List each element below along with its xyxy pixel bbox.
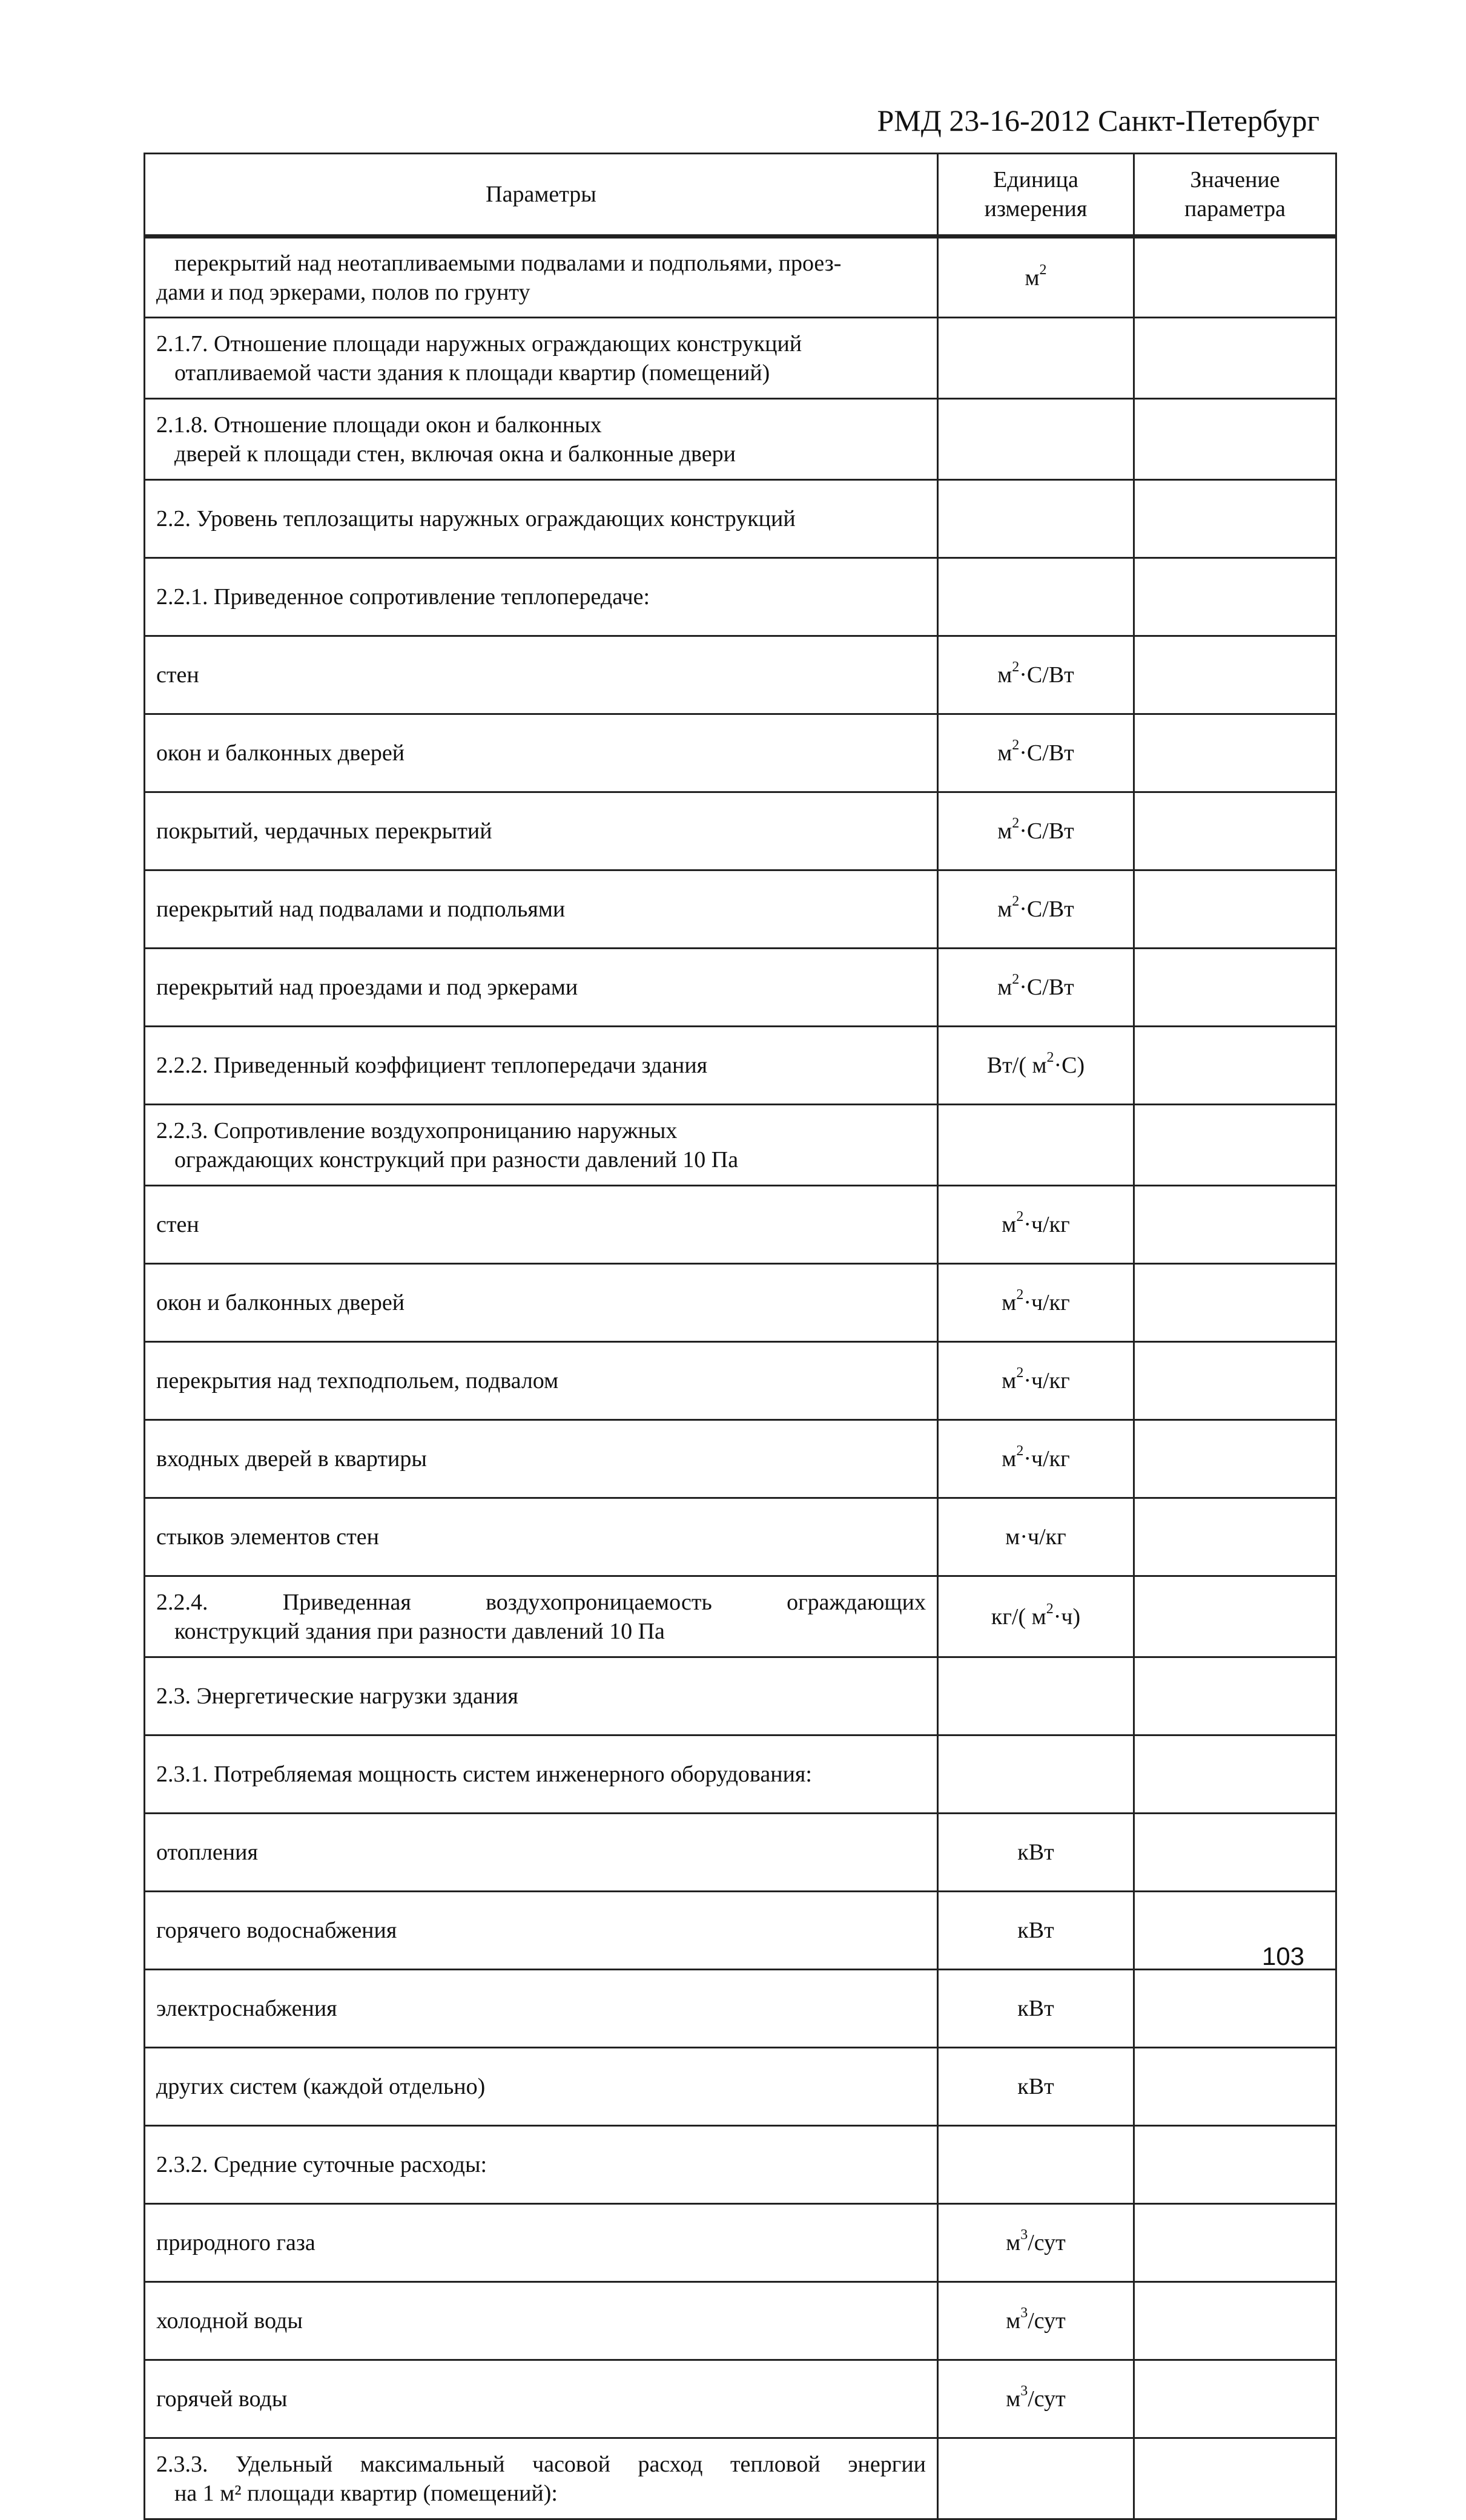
parameter-text-line: перекрытий над неотапливаемыми подвалами и подпольями, проез- <box>174 250 842 276</box>
parameter-text-line: горячей воды <box>156 2386 288 2412</box>
parameter-text-line: 2.3.3. Удельный максимальный часовой расход тепловой энергии <box>156 2451 926 2477</box>
parameter-text-line: перекрытия над техподпольем, подвалом <box>156 1368 559 1393</box>
parameter-cell <box>145 2282 938 2360</box>
parameter-cell <box>145 1420 938 1498</box>
unit-exponent: 2 <box>1046 1050 1054 1066</box>
table-row <box>145 1186 1336 1264</box>
parameter-cell <box>145 2438 938 2519</box>
unit-base: кВт <box>1017 2074 1054 2099</box>
table-row <box>145 558 1336 636</box>
unit-cell <box>938 949 1134 1027</box>
unit-cell <box>938 1342 1134 1420</box>
parameter-text-line: стен <box>156 662 199 688</box>
unit-base: м <box>997 818 1012 844</box>
value-cell[interactable] <box>1134 480 1336 558</box>
parameter-cell <box>145 1814 938 1892</box>
parameter-text-line: 2.2.1. Приведенное сопротивление теплопередаче: <box>156 584 650 610</box>
unit-suffix: /сут <box>1028 2386 1066 2412</box>
value-cell[interactable] <box>1134 1498 1336 1576</box>
parameter-text-line: отапливаемой части здания к площади квартир (помещений) <box>174 360 770 386</box>
unit-suffix: ·ч/кг <box>1023 1290 1070 1315</box>
unit-base: Вт/( м <box>986 1053 1047 1078</box>
table-row <box>145 2360 1336 2438</box>
unit-base: м <box>1025 265 1040 291</box>
table-row <box>145 792 1336 870</box>
unit-cell <box>938 1027 1134 1105</box>
parameter-cell <box>145 318 938 399</box>
value-cell[interactable] <box>1134 558 1336 636</box>
value-cell[interactable] <box>1134 1576 1336 1657</box>
parameter-text-line: горячего водоснабжения <box>156 1918 397 1943</box>
table-row <box>145 1814 1336 1892</box>
parameter-cell <box>145 1264 938 1342</box>
parameter-text-line: стен <box>156 1212 199 1237</box>
unit-exponent: 2 <box>1016 1365 1024 1381</box>
parameter-cell <box>145 792 938 870</box>
parameter-text-line: электроснабжения <box>156 1996 337 2021</box>
table-row <box>145 870 1336 949</box>
page-number: 103 <box>1262 1942 1305 1970</box>
parameter-text-line: стыков элементов стен <box>156 1524 379 1550</box>
table-row <box>145 636 1336 714</box>
unit-cell <box>938 714 1134 792</box>
unit-cell <box>938 792 1134 870</box>
table-row <box>145 480 1336 558</box>
value-cell[interactable] <box>1134 1186 1336 1264</box>
table-row <box>145 949 1336 1027</box>
parameter-text-line: входных дверей в квартиры <box>156 1446 427 1472</box>
table-row <box>145 1027 1336 1105</box>
unit-exponent: 2 <box>1012 737 1020 754</box>
parameter-cell <box>145 480 938 558</box>
table-row <box>145 1892 1336 1970</box>
unit-exponent: 2 <box>1012 893 1020 910</box>
table-header-row <box>145 154 1336 237</box>
unit-base: м·ч/кг <box>1005 1524 1066 1550</box>
parameter-text-line: 2.3.2. Средние суточные расходы: <box>156 2152 487 2177</box>
unit-base: м <box>1002 1290 1017 1315</box>
table-row <box>145 1657 1336 1735</box>
value-cell[interactable] <box>1134 1814 1336 1892</box>
unit-cell <box>938 1970 1134 2048</box>
unit-base: м <box>1006 2308 1021 2334</box>
parameter-cell <box>145 399 938 480</box>
parameter-cell <box>145 1027 938 1105</box>
parameter-text-line: других систем (каждой отдельно) <box>156 2074 486 2099</box>
unit-cell <box>938 870 1134 949</box>
value-cell[interactable] <box>1134 2204 1336 2282</box>
parameter-text-line: дами и под эркерами, полов по грунту <box>156 279 530 305</box>
parameter-cell <box>145 714 938 792</box>
value-cell[interactable] <box>1134 870 1336 949</box>
parameter-cell <box>145 1498 938 1576</box>
unit-cell <box>938 1498 1134 1576</box>
value-cell[interactable] <box>1134 2048 1336 2126</box>
parameter-text-line: окон и балконных дверей <box>156 740 405 766</box>
parameter-cell <box>145 1970 938 2048</box>
unit-base: кВт <box>1017 1918 1054 1943</box>
unit-cell <box>938 237 1134 318</box>
unit-suffix: ·С/Вт <box>1019 740 1074 766</box>
parameter-text-line: холодной воды <box>156 2308 303 2334</box>
unit-exponent: 2 <box>1012 972 1020 988</box>
unit-cell <box>938 1735 1134 1814</box>
parameter-cell <box>145 870 938 949</box>
unit-exponent: 2 <box>1039 262 1047 278</box>
parameter-cell <box>145 2126 938 2204</box>
parameter-cell <box>145 949 938 1027</box>
unit-cell <box>938 1814 1134 1892</box>
parameters-table <box>144 153 1337 2520</box>
parameter-cell <box>145 636 938 714</box>
parameter-text-line: перекрытий над подвалами и подпольями <box>156 896 566 922</box>
value-cell[interactable] <box>1134 714 1336 792</box>
parameter-text-line: конструкций здания при разности давлений 10 Па <box>174 1618 665 1644</box>
table-row <box>145 1735 1336 1814</box>
value-cell[interactable] <box>1134 2282 1336 2360</box>
unit-base: кВт <box>1017 1840 1054 1865</box>
parameter-text-line: перекрытий над проездами и под эркерами <box>156 975 578 1000</box>
table-row <box>145 2204 1336 2282</box>
unit-suffix: ·С) <box>1054 1053 1085 1078</box>
unit-base: м <box>997 896 1012 922</box>
unit-suffix: ·ч/кг <box>1023 1446 1070 1472</box>
unit-base: м <box>997 662 1012 688</box>
table-row <box>145 237 1336 318</box>
parameter-cell <box>145 2360 938 2438</box>
parameter-text-line: природного газа <box>156 2230 315 2255</box>
parameter-text-line: дверей к площади стен, включая окна и балконные двери <box>174 441 736 467</box>
unit-exponent: 2 <box>1012 815 1020 832</box>
parameter-text-line: 2.2. Уровень теплозащиты наружных ограждающих конструкций <box>156 506 796 531</box>
unit-base: м <box>997 975 1012 1000</box>
parameter-cell <box>145 1342 938 1420</box>
table-row <box>145 318 1336 399</box>
parameter-cell <box>145 558 938 636</box>
parameter-cell <box>145 2048 938 2126</box>
parameter-cell <box>145 237 938 318</box>
parameter-text-line: 2.3.1. Потребляемая мощность систем инженерного оборудования: <box>156 1762 812 1787</box>
unit-cell <box>938 558 1134 636</box>
unit-exponent: 3 <box>1020 2227 1028 2243</box>
unit-cell <box>938 2126 1134 2204</box>
value-cell[interactable] <box>1134 237 1336 318</box>
value-cell[interactable] <box>1134 792 1336 870</box>
unit-base: м <box>1002 1212 1017 1237</box>
unit-cell <box>938 1657 1134 1735</box>
unit-exponent: 2 <box>1046 1600 1054 1617</box>
parameter-cell <box>145 1892 938 1970</box>
unit-cell <box>938 1264 1134 1342</box>
parameter-text-line: отопления <box>156 1840 258 1865</box>
unit-exponent: 2 <box>1016 1443 1024 1459</box>
unit-base: кВт <box>1017 1996 1054 2021</box>
value-cell[interactable] <box>1134 318 1336 399</box>
unit-exponent: 2 <box>1012 659 1020 676</box>
document-reference: РМД 23-16-2012 Санкт-Петербург <box>877 104 1319 137</box>
value-cell[interactable] <box>1134 1027 1336 1105</box>
table-row <box>145 1264 1336 1342</box>
value-cell[interactable] <box>1134 2360 1336 2438</box>
table-row <box>145 399 1336 480</box>
unit-cell <box>938 1892 1134 1970</box>
value-cell[interactable] <box>1134 1264 1336 1342</box>
column-header-parameters: Параметры <box>145 154 938 237</box>
table-row <box>145 714 1336 792</box>
parameter-text-line: ограждающих конструкций при разности давлений 10 Па <box>174 1147 739 1173</box>
value-cell[interactable] <box>1134 949 1336 1027</box>
parameter-cell <box>145 1186 938 1264</box>
unit-base: м <box>1002 1446 1017 1472</box>
table-row <box>145 2048 1336 2126</box>
value-cell[interactable] <box>1134 1105 1336 1186</box>
unit-cell <box>938 2360 1134 2438</box>
unit-suffix: ·С/Вт <box>1019 818 1074 844</box>
unit-cell <box>938 399 1134 480</box>
parameter-text-line: 2.1.7. Отношение площади наружных ограждающих конструкций <box>156 331 802 357</box>
parameter-text-line: окон и балконных дверей <box>156 1290 405 1315</box>
unit-cell <box>938 480 1134 558</box>
unit-suffix: ·ч) <box>1053 1604 1081 1630</box>
value-cell[interactable] <box>1134 1657 1336 1735</box>
unit-base: м <box>1006 2230 1021 2255</box>
parameter-cell <box>145 1105 938 1186</box>
parameter-cell <box>145 2204 938 2282</box>
unit-cell <box>938 2048 1134 2126</box>
unit-suffix: ·ч/кг <box>1023 1212 1070 1237</box>
unit-suffix: ·С/Вт <box>1019 975 1074 1000</box>
unit-exponent: 3 <box>1020 2383 1028 2400</box>
unit-cell <box>938 2204 1134 2282</box>
value-cell[interactable] <box>1134 399 1336 480</box>
parameter-text-line: 2.1.8. Отношение площади окон и балконных <box>156 412 602 438</box>
table-row <box>145 1576 1336 1657</box>
unit-base: м <box>1006 2386 1021 2412</box>
value-cell[interactable] <box>1134 1420 1336 1498</box>
parameter-text-line: 2.2.2. Приведенный коэффициент теплопередачи здания <box>156 1053 708 1078</box>
parameter-text-line: на 1 м² площади квартир (помещений): <box>174 2480 558 2506</box>
table-row <box>145 1105 1336 1186</box>
unit-cell <box>938 2438 1134 2519</box>
unit-exponent: 2 <box>1016 1209 1024 1225</box>
table-row <box>145 1498 1336 1576</box>
value-cell[interactable] <box>1134 636 1336 714</box>
unit-cell <box>938 1186 1134 1264</box>
unit-cell <box>938 1420 1134 1498</box>
unit-base: кг/( м <box>991 1604 1046 1630</box>
unit-suffix: ·С/Вт <box>1019 896 1074 922</box>
parameter-text-line: 2.2.4. Приведенная воздухопроницаемость ограждающих <box>156 1589 926 1615</box>
value-cell[interactable] <box>1134 1970 1336 2048</box>
value-cell[interactable] <box>1134 2126 1336 2204</box>
unit-suffix: /сут <box>1028 2308 1066 2334</box>
value-cell[interactable] <box>1134 1342 1336 1420</box>
unit-base: м <box>997 740 1012 766</box>
value-cell[interactable] <box>1134 2438 1336 2519</box>
parameter-text-line: 2.3. Энергетические нагрузки здания <box>156 1683 518 1709</box>
unit-cell <box>938 636 1134 714</box>
table-body <box>145 237 1336 2519</box>
unit-base: м <box>1002 1368 1017 1393</box>
unit-exponent: 3 <box>1020 2305 1028 2321</box>
unit-cell <box>938 2282 1134 2360</box>
unit-cell <box>938 1105 1134 1186</box>
table-row <box>145 2438 1336 2519</box>
value-cell[interactable] <box>1134 1735 1336 1814</box>
unit-suffix: ·ч/кг <box>1023 1368 1070 1393</box>
parameter-cell <box>145 1735 938 1814</box>
table-row <box>145 1342 1336 1420</box>
unit-cell <box>938 318 1134 399</box>
parameter-cell <box>145 1576 938 1657</box>
unit-suffix: ·С/Вт <box>1019 662 1074 688</box>
table-row <box>145 2126 1336 2204</box>
unit-suffix: /сут <box>1028 2230 1066 2255</box>
table-row <box>145 1420 1336 1498</box>
table-row <box>145 2282 1336 2360</box>
column-header-value: Значение параметра <box>1134 154 1336 237</box>
table-row <box>145 1970 1336 2048</box>
unit-exponent: 2 <box>1016 1287 1024 1303</box>
parameter-cell <box>145 1657 938 1735</box>
column-header-unit: Единица измерения <box>938 154 1134 237</box>
parameter-text-line: покрытий, чердачных перекрытий <box>156 818 492 844</box>
value-cell[interactable] <box>1134 1892 1336 1970</box>
parameter-text-line: 2.2.3. Сопротивление воздухопроницанию наружных <box>156 1117 678 1143</box>
unit-cell <box>938 1576 1134 1657</box>
